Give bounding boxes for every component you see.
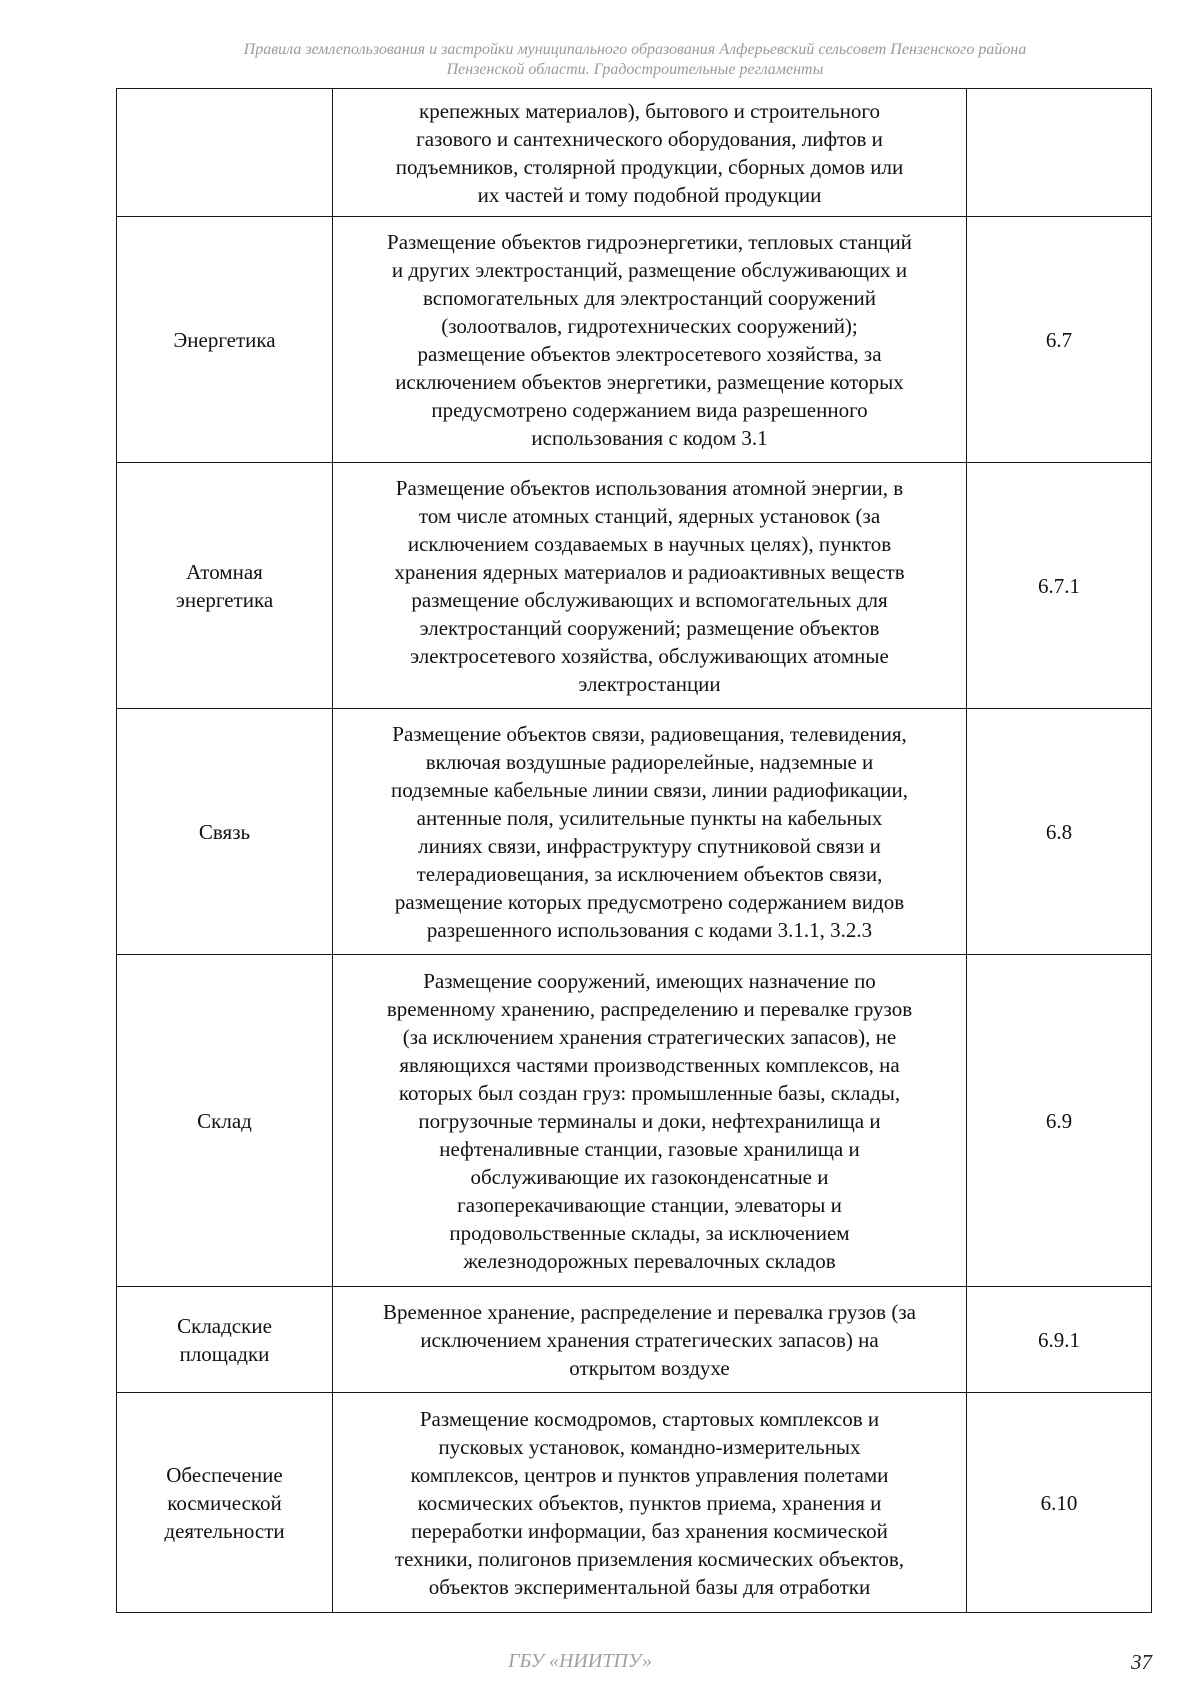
name-line: Обеспечение bbox=[166, 1462, 283, 1487]
description-line: исключением создаваемых в научных целях), пунктов bbox=[407, 531, 892, 556]
table-row bbox=[117, 1393, 1152, 1613]
description-line: Временное хранение, распределение и перевалка грузов (за bbox=[383, 1299, 916, 1324]
table-cell-description bbox=[333, 463, 967, 709]
description-line: и других электростанций, размещение обслуживающих и bbox=[391, 257, 908, 282]
description-line: Размещение объектов использования атомной энергии, в bbox=[395, 475, 904, 500]
name-line: деятельности bbox=[164, 1518, 285, 1543]
table-cell-name bbox=[117, 463, 333, 709]
description-line: использования с кодом 3.1 bbox=[531, 425, 768, 450]
description-line: исключением объектов энергетики, размещение которых bbox=[395, 369, 904, 394]
page-header bbox=[110, 40, 1160, 80]
description-line: разрешенного использования с кодами 3.1.1, 3.2.3 bbox=[426, 917, 873, 942]
description-line: Размещение космодромов, стартовых комплексов и bbox=[419, 1406, 880, 1431]
table-cell-name bbox=[117, 217, 333, 463]
description-line: линиях связи, инфраструктуру спутниковой связи и bbox=[418, 833, 881, 858]
table-cell-code: 6.10 bbox=[967, 1393, 1152, 1613]
table-cell-name bbox=[117, 1393, 333, 1613]
description-line: объектов экспериментальной базы для отработки bbox=[428, 1574, 871, 1599]
description-line: продовольственные склады, за исключением bbox=[449, 1220, 850, 1245]
table-row bbox=[117, 217, 1152, 463]
description-line: включая воздушные радиорелейные, надземные и bbox=[425, 749, 874, 774]
table-cell-description bbox=[333, 955, 967, 1287]
table-cell-name bbox=[117, 89, 333, 217]
name-line: энергетика bbox=[175, 587, 274, 612]
description-line: электростанций сооружений; размещение объектов bbox=[419, 615, 880, 640]
description-line: газоперекачивающие станции, элеваторы и bbox=[457, 1192, 842, 1217]
description-line: подъемников, столярной продукции, сборных домов или bbox=[395, 154, 904, 179]
table-row bbox=[117, 463, 1152, 709]
name-line: Связь bbox=[198, 819, 251, 844]
page-header-line-1: Правила землепользования и застройки муниципального образования Алферьевский сельсовет Пензенского района bbox=[243, 41, 1027, 58]
description-line: том числе атомных станций, ядерных установок (за bbox=[418, 503, 881, 528]
table-cell-code: 6.7 bbox=[967, 217, 1152, 463]
table-row bbox=[117, 1287, 1152, 1393]
table-cell-code bbox=[967, 89, 1152, 217]
description-line: электростанции bbox=[578, 671, 721, 696]
description-line: вспомогательных для электростанций сооружений bbox=[423, 285, 876, 310]
description-line: крепежных материалов), бытового и строительного bbox=[419, 98, 880, 123]
table-row bbox=[117, 955, 1152, 1287]
name-line: космической bbox=[167, 1490, 282, 1515]
table-cell-code: 6.8 bbox=[967, 709, 1152, 955]
description-line: техники, полигонов приземления космических объектов, bbox=[394, 1546, 905, 1571]
name-line: площадки bbox=[179, 1341, 270, 1366]
description-line: телерадиовещания, за исключением объектов связи, bbox=[416, 861, 883, 886]
description-line: (золоотвалов, гидротехнических сооружений); bbox=[441, 313, 858, 338]
description-line: газового и сантехнического оборудования, лифтов и bbox=[416, 126, 883, 151]
table-cell-description bbox=[333, 217, 967, 463]
table-cell-code: 6.7.1 bbox=[967, 463, 1152, 709]
description-line: размещение которых предусмотрено содержанием видов bbox=[394, 889, 905, 914]
description-line: переработки информации, баз хранения космической bbox=[411, 1518, 888, 1543]
description-line: железнодорожных перевалочных складов bbox=[463, 1248, 836, 1273]
description-line: размещение обслуживающих и вспомогательных для bbox=[411, 587, 888, 612]
table-cell-description bbox=[333, 89, 967, 217]
description-line: хранения ядерных материалов и радиоактивных веществ bbox=[394, 559, 905, 584]
description-line: исключением хранения стратегических запасов) на bbox=[420, 1327, 879, 1352]
table-row bbox=[117, 89, 1152, 217]
description-line: размещение объектов электросетевого хозяйства, за bbox=[417, 341, 882, 366]
description-line: Размещение объектов гидроэнергетики, тепловых станций bbox=[387, 229, 912, 254]
table-cell-name bbox=[117, 1287, 333, 1393]
page-footer bbox=[0, 1650, 1200, 1674]
description-line: космических объектов, пунктов приема, хранения и bbox=[417, 1490, 882, 1515]
table-cell-description bbox=[333, 1393, 967, 1613]
description-line: антенные поля, усилительные пункты на кабельных bbox=[416, 805, 883, 830]
name-line: Складские bbox=[177, 1313, 272, 1338]
description-line: обслуживающие их газоконденсатные и bbox=[470, 1164, 829, 1189]
name-line: Склад bbox=[197, 1108, 252, 1133]
description-line: подземные кабельные линии связи, линии радиофикации, bbox=[390, 777, 909, 802]
table-cell-description bbox=[333, 1287, 967, 1393]
description-line: пусковых установок, командно-измерительных bbox=[438, 1434, 861, 1459]
description-line: комплексов, центров и пунктов управления полетами bbox=[410, 1462, 889, 1487]
page-header-line-2: Пензенской области. Градостроительные регламенты bbox=[446, 61, 824, 78]
description-line: погрузочные терминалы и доки, нефтехранилища и bbox=[418, 1108, 881, 1133]
description-line: открытом воздухе bbox=[569, 1355, 730, 1380]
table-cell-description bbox=[333, 709, 967, 955]
name-line: Энергетика bbox=[173, 327, 276, 352]
description-line: предусмотрено содержанием вида разрешенного bbox=[431, 397, 868, 422]
description-line: Размещение объектов связи, радиовещания, телевидения, bbox=[392, 721, 907, 746]
table-cell-name bbox=[117, 955, 333, 1287]
footer-organization: ГБУ «НИИТПУ» bbox=[508, 1650, 652, 1672]
description-line: нефтеналивные станции, газовые хранилища и bbox=[439, 1136, 860, 1161]
regulations-table bbox=[116, 88, 1152, 1613]
description-line: являющихся частями производственных комплексов, на bbox=[399, 1052, 900, 1077]
description-line: их частей и тому подобной продукции bbox=[477, 182, 822, 207]
description-line: временному хранению, распределению и перевалке грузов bbox=[386, 996, 913, 1021]
name-line: Атомная bbox=[186, 559, 263, 584]
description-line: электросетевого хозяйства, обслуживающих атомные bbox=[410, 643, 889, 668]
table-row bbox=[117, 709, 1152, 955]
description-line: Размещение сооружений, имеющих назначение по bbox=[423, 968, 876, 993]
description-line: которых был создан груз: промышленные базы, склады, bbox=[398, 1080, 901, 1105]
table-cell-code: 6.9.1 bbox=[967, 1287, 1152, 1393]
description-line: (за исключением хранения стратегических запасов), не bbox=[402, 1024, 897, 1049]
page-number: 37 bbox=[1131, 1650, 1152, 1674]
table-cell-name bbox=[117, 709, 333, 955]
table-cell-code: 6.9 bbox=[967, 955, 1152, 1287]
